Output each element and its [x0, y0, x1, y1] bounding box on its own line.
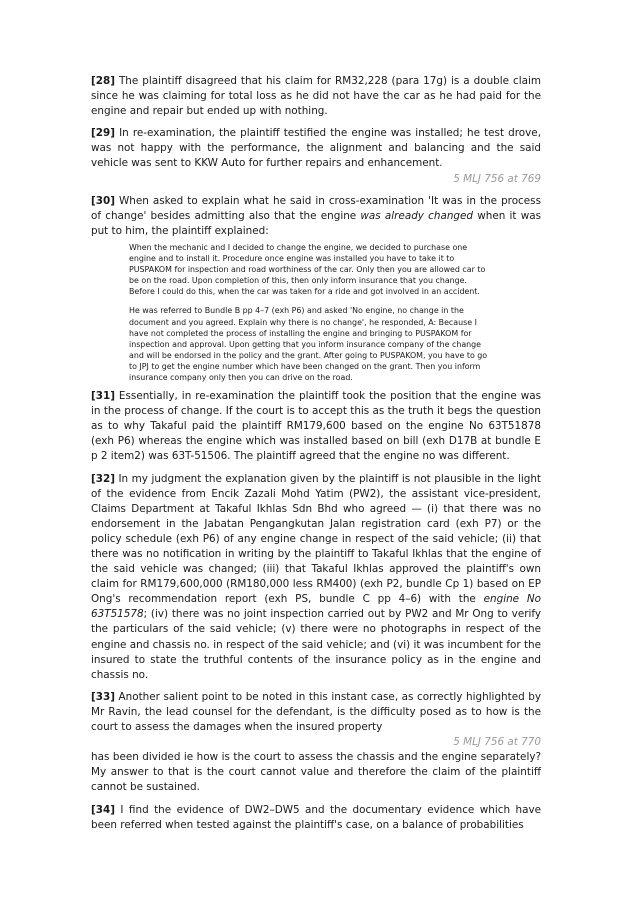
paragraph-number: [32] — [91, 472, 115, 485]
quote-paragraph: He was referred to Bundle B pp 4–7 (exh P6) and asked 'No engine, no change in the document and you agreed. Explain why there is no change', he responded, A: Because I have not completed the process of installing the engine and bringing to PUSPAKOM for inspection and approval. Upon getting that you inform insurance company of the change and will be endorsed in the policy and the grant. After going to PUSPAKOM, you have to go to JPJ to get the engine number which have been changed on the grant. Then you inform insurance company only then you can drive on the road. — [129, 306, 488, 382]
paragraph-31 — [91, 389, 541, 464]
paragraph-number: [33] — [91, 690, 115, 703]
paragraph-text: I find the evidence of DW2–DW5 and the documentary evidence which have been referred when tested against the plaintiff's case, on a balance of probabilities — [91, 803, 541, 831]
paragraph-32 — [91, 472, 541, 683]
paragraph-number: [34] — [91, 803, 115, 816]
page-citation: 5 MLJ 756 at 770 — [453, 736, 541, 749]
paragraph-text: When asked to explain what he said in cross-examination 'It was in the process of change' besides admitting also that the engine — [91, 194, 541, 222]
paragraph-text: when it was put to him, the plaintiff explained: — [91, 209, 541, 237]
paragraph-33-continued: has been divided ie how is the court to assess the chassis and the engine separately? My answer to that is the court cannot value and therefore the claim of the plaintiff cannot be sustained. — [91, 751, 541, 794]
paragraph-text: In my judgment the explanation given by the plaintiff is not plausible in the light of the evidence from Encik Zazali Mohd Yatim (PW2), the assistant vice-president, Claims Department at Takaful Ikhlas Sdn Bhd who agreed — (i) that there was no endorsement in the Jabatan Pengangkutan Jalan registration card (exh P7) or the policy schedule (exh P6) of any engine change in respect of the said vehicle; (ii) that there was no notification in writing by the plaintiff to Takaful Ikhlas that the engine of the said vehicle was changed; (iii) that Takaful Ikhlas approved the plaintiff's own claim for RM179,600,000 (RM180,000 less RM400) (exh P2, bundle Cp 1) based on EP Ong's recommendation report (exh PS, bundle C pp 4–6) with the — [91, 472, 541, 606]
paragraph-text: Another salient point to be noted in this instant case, as correctly highlighted by Mr Ravin, the lead counsel for the defendant, is the difficulty posed as to how is the court to assess the damages when the insured property — [91, 690, 541, 734]
paragraph-number: [28] — [91, 75, 115, 87]
paragraph-33 — [91, 690, 541, 735]
paragraph-text: In re-examination, the plaintiff testified the engine was installed; he test drove, was not happy with the performance, the alignment and balancing and the said vehicle was sent to KKW Auto for further repairs and enhancement. — [91, 127, 541, 170]
paragraph-number: [29] — [91, 127, 115, 140]
paragraph-28 — [91, 74, 541, 119]
paragraph-30 — [91, 194, 541, 239]
emphasis-text: was already changed — [360, 209, 474, 222]
paragraph-number: [30] — [91, 194, 115, 207]
judgment-page — [91, 74, 541, 840]
paragraph-34 — [91, 803, 541, 833]
paragraph-29 — [91, 126, 541, 171]
emphasis-text: engine No 63T51578 — [91, 593, 541, 621]
paragraph-text: The plaintiff disagreed that his claim for RM32,228 (para 17g) is a double claim since he was claiming for total loss as he did not have the car as he had paid for the engine and repair but ended up with nothing. — [91, 75, 541, 118]
page-citation: 5 MLJ 756 at 769 — [453, 172, 541, 185]
paragraph-text: Essentially, in re-examination the plaintiff took the position that the engine was in the process of change. If the court is to accept this as the truth it begs the question as to why Takaful paid the plaintiff RM179,600 based on the engine No 63T51878 (exh P6) whereas the engine which was installed based on bill (exh D17B at bundle E p 2 item2) was 63T-51506. The plaintiff agreed that the engine no was different. — [91, 390, 541, 463]
quote-paragraph: When the mechanic and I decided to change the engine, we decided to purchase one engine and to install it. Procedure once engine was installed you have to take it to PUSPAKOM for inspection and road worthiness of the car. Only then you are allowed car to be on the road. Upon completion of this, then only inform insurance that you change. Before I could do this, when the car was taken for a ride and got involved in an accident. — [129, 242, 486, 297]
block-quote — [129, 242, 491, 383]
paragraph-text: ; (iv) there was no joint inspection carried out by PW2 and Mr Ong to verify the particulars of the said vehicle; (v) there were no photographs in respect of the engine and chassis no. in respect of the said vehicle; and (vi) it was incumbent for the insured to state the truthful contents of the insurance policy as in the engine and chassis no. — [91, 608, 541, 681]
paragraph-number: [31] — [91, 390, 115, 403]
